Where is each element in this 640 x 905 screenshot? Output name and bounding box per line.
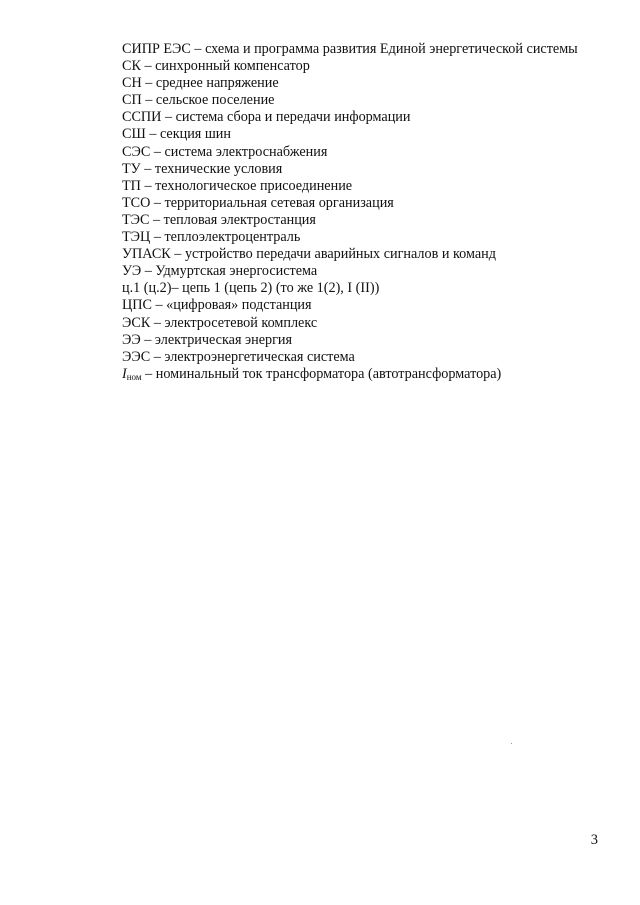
abbreviation-entry: СП – сельское поселение [122,92,275,109]
page-number: 3 [590,832,598,848]
abbreviation-entry: ЦПС – «цифровая» подстанция [122,297,312,314]
abbreviation-entry: УЭ – Удмуртская энергосистема [122,263,318,280]
abbreviation-entry: СК – синхронный компенсатор [122,58,310,75]
inom-entry [122,366,600,386]
abbreviation-entry: ТП – технологическое присоединение [122,177,353,194]
abbreviation-entry: СШ – секция шин [122,126,231,143]
abbreviation-entry: ТУ – технические условия [122,160,283,177]
inom-subscript: ном [126,371,142,382]
abbreviation-entry: СН – среднее напряжение [122,75,279,92]
inom-symbol: I [122,365,127,382]
abbreviation-entry: ТСО – территориальная сетевая организация [122,194,394,211]
abbreviation-entry: ц.1 (ц.2)– цепь 1 (цепь 2) (то же 1(2), I (II)) [122,280,380,297]
abbreviation-entry: ТЭЦ – теплоэлектроцентраль [122,229,301,246]
abbreviation-entry: ЭЭ – электрическая энергия [122,331,293,348]
inom-definition: – номинальный ток трансформатора (автотрансформатора) [141,365,502,382]
abbreviation-entry: ССПИ – система сбора и передачи информации [122,109,411,126]
abbreviation-entry: УПАСК – устройство передачи аварийных сигналов и команд [122,246,496,263]
abbreviation-entry: ЭСК – электросетевой комплекс [122,314,318,331]
abbreviation-entry: ЭЭС – электроэнергетическая система [122,348,355,365]
scan-speck [511,743,512,744]
abbreviations-list [122,41,600,386]
abbreviation-entry: СИПР ЕЭС – схема и программа развития Единой энергетической системы [122,41,578,57]
abbreviation-entry: ТЭС – тепловая электростанция [122,211,316,228]
abbreviation-entry: СЭС – система электроснабжения [122,143,328,160]
